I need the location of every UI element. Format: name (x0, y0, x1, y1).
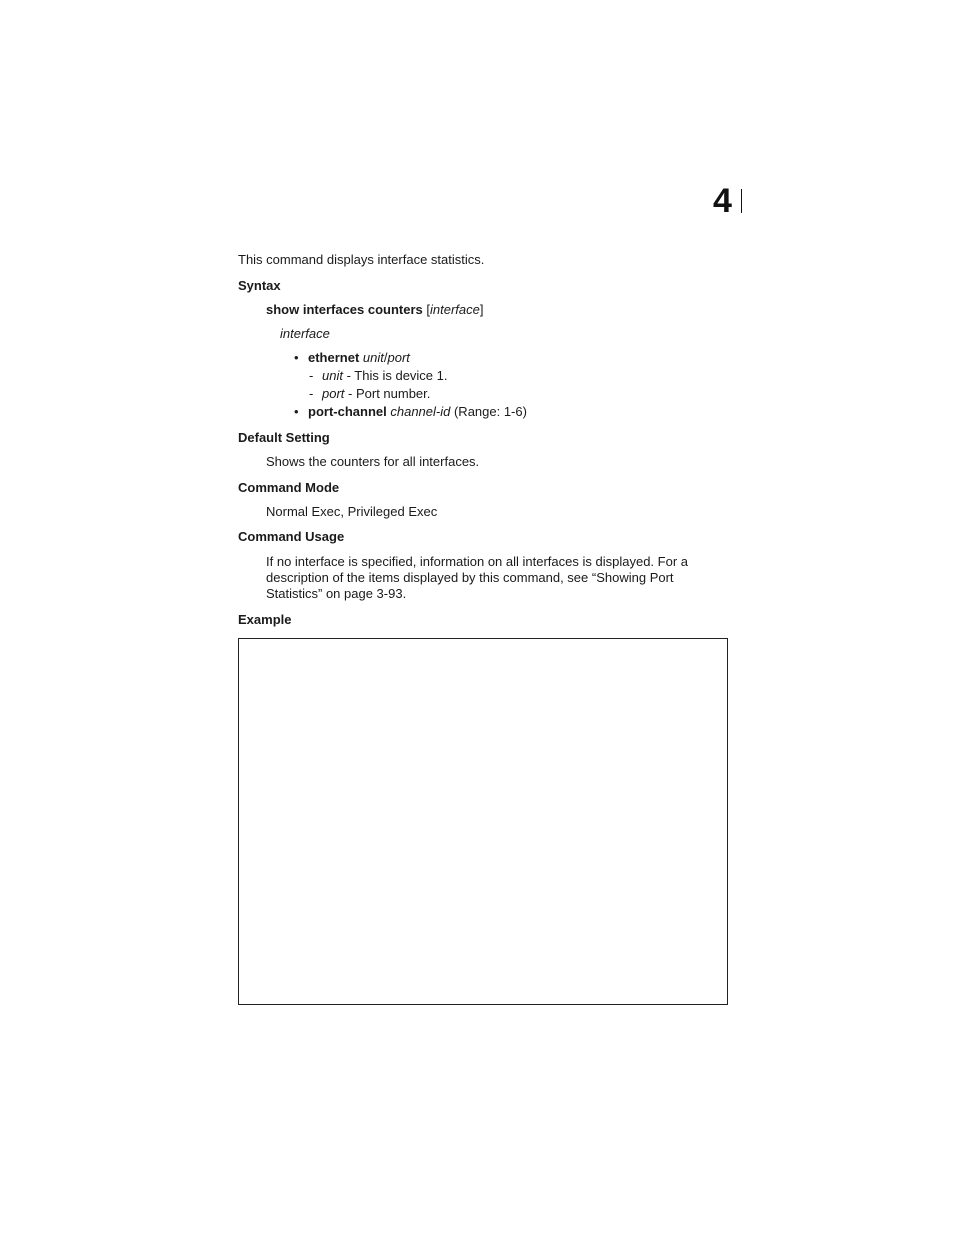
option-arg-unit: unit (362, 350, 384, 365)
command-usage-heading: Command Usage (238, 529, 345, 544)
bracket-open: [ (422, 302, 431, 317)
example-box (238, 638, 728, 1005)
subitem-unit (322, 368, 448, 384)
chapter-rule (741, 189, 742, 213)
command-usage-line-2: description of the items displayed by this command, see “Showing Port (266, 570, 674, 585)
command-keyword: show interfaces counters (266, 302, 423, 317)
subitem-term: port (322, 386, 345, 401)
default-setting-text: Shows the counters for all interfaces. (266, 454, 480, 469)
syntax-heading: Syntax (238, 278, 281, 293)
command-usage-line-1: If no interface is specified, information on all interfaces is displayed. For a (266, 554, 688, 569)
command-mode-text: Normal Exec, Privileged Exec (266, 504, 438, 519)
syntax-command (266, 302, 484, 318)
subitem-desc: - Port number. (344, 386, 431, 401)
subitem-desc: - This is device 1. (342, 368, 448, 383)
option-port-channel-bullet: • (294, 404, 299, 419)
subitem-port-dash: - (309, 386, 314, 401)
command-param: interface (430, 302, 480, 317)
option-arg-port: port (387, 350, 410, 365)
command-usage-line-3: Statistics” on page 3-93. (266, 586, 407, 601)
default-setting-heading: Default Setting (238, 430, 330, 445)
subitem-term: unit (322, 368, 343, 383)
param-heading: interface (280, 326, 330, 341)
option-arg-channel-id: channel-id (390, 404, 451, 419)
option-ethernet-text (308, 350, 410, 366)
chapter-number: 4 (713, 182, 732, 220)
option-port-channel (308, 404, 527, 420)
subitem-port (322, 386, 430, 402)
option-keyword: port-channel (308, 404, 387, 419)
bullet: • (294, 350, 299, 365)
option-keyword: ethernet (308, 350, 360, 365)
option-sep: / (383, 350, 388, 365)
intro-text: This command displays interface statistics. (238, 252, 485, 267)
option-ethernet (294, 350, 299, 366)
command-mode-heading: Command Mode (238, 480, 340, 495)
subitem-unit-dash: - (309, 368, 314, 383)
example-heading: Example (238, 612, 292, 627)
bracket-close: ] (479, 302, 484, 317)
option-range: (Range: 1-6) (450, 404, 527, 419)
